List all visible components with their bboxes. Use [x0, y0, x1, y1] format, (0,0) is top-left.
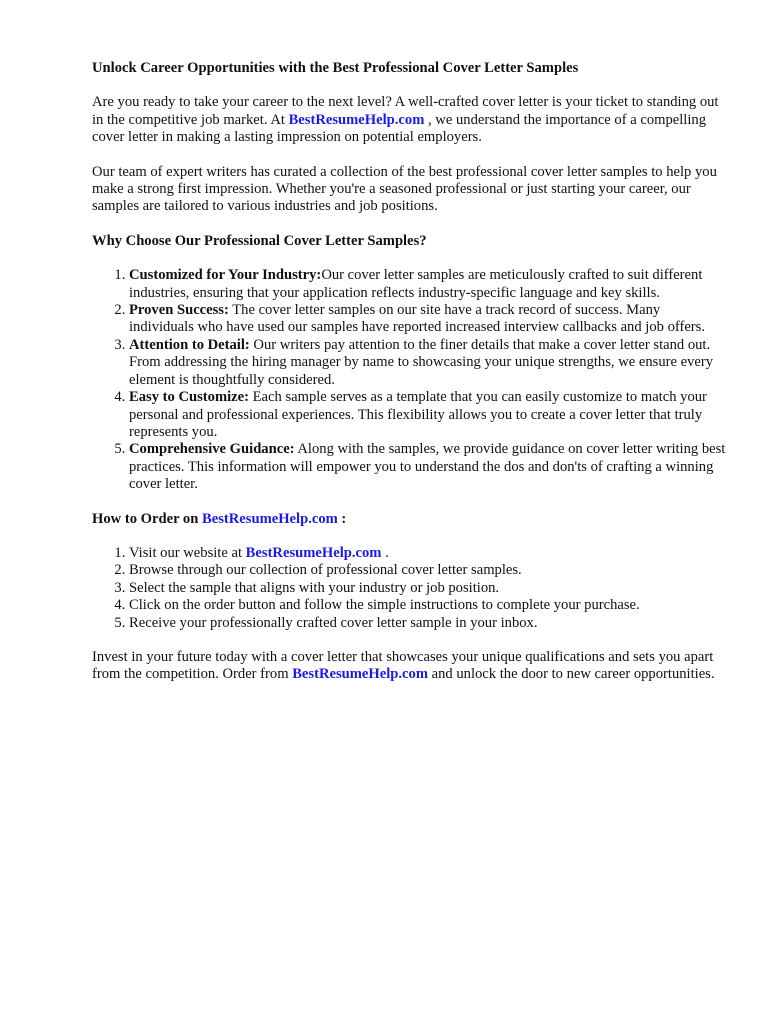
site-link-heading[interactable]: BestResumeHelp.com — [202, 510, 338, 527]
order-step-receive: 5. Receive your professionally crafted cover letter sample in your inbox. — [129, 615, 728, 632]
why-item-detail — [129, 337, 728, 389]
intro-text-end: , we understand the importance of a compelling cover letter in making a lasting impression on potential employers. — [92, 111, 707, 146]
why-item-lead: Proven Success: — [129, 302, 229, 319]
why-item-text: Along with the samples, we provide guidance on cover letter writing best practices. This information will empower you to understand the dos and don'ts of crafting a winning cover letter. — [129, 441, 726, 493]
why-item-lead: Easy to Customize: — [129, 389, 249, 406]
order-step-visit — [129, 545, 728, 562]
intro-paragraph — [92, 94, 728, 146]
why-item-text: The cover letter samples on our site have a track record of success. Many individuals who have used our samples have reported increased interview callbacks and job offers. — [129, 302, 705, 336]
why-item-industry — [129, 267, 728, 302]
order-step-select: 3. Select the sample that aligns with your industry or job position. — [129, 580, 728, 597]
closing-text-start: Invest in your future today with a cover letter that showcases your unique qualifications and sets you apart from the competition. Order from — [92, 648, 714, 683]
intro-text-start: Are you ready to take your career to the next level? A well-crafted cover letter is your ticket to standing out in the competitive job market. At — [92, 94, 719, 128]
closing-text-end: and unlock the door to new career opportunities. — [427, 666, 715, 683]
order-steps-list — [92, 545, 728, 632]
order-heading-text: How to Order on — [92, 510, 202, 527]
order-step-period: . — [381, 544, 389, 561]
why-item-success — [129, 302, 728, 337]
why-heading: Why Choose Our Professional Cover Letter Samples? — [92, 232, 427, 249]
order-step-text: Visit our website at — [129, 544, 246, 561]
order-heading-colon: : — [337, 510, 347, 527]
why-item-text: Our cover letter samples are meticulously crafted to suit different industries, ensuring that your application reflects industry-specific language and key skills. — [129, 267, 703, 301]
order-step-click: 4. Click on the order button and follow the simple instructions to complete your purchase. — [129, 597, 728, 614]
order-step-browse: 2. Browse through our collection of professional cover letter samples. — [129, 562, 728, 579]
why-item-lead: Attention to Detail: — [129, 336, 250, 353]
why-item-text: Our writers pay attention to the finer details that make a cover letter stand out. From addressing the hiring manager by name to showcasing your unique strengths, we ensure every element is thoughtfully considered. — [129, 336, 714, 388]
site-link-closing[interactable]: BestResumeHelp.com — [292, 666, 428, 683]
why-item-customize — [129, 389, 728, 441]
why-item-guidance — [129, 441, 728, 493]
why-item-lead: Comprehensive Guidance: — [129, 441, 295, 458]
site-link-intro[interactable]: BestResumeHelp.com — [288, 111, 425, 128]
site-link-step[interactable]: BestResumeHelp.com — [245, 544, 382, 561]
why-list — [92, 267, 728, 493]
document-page — [92, 60, 728, 701]
document-title: Unlock Career Opportunities with the Best Professional Cover Letter Samples — [92, 60, 579, 76]
order-heading — [92, 511, 728, 528]
closing-paragraph — [92, 649, 728, 684]
team-paragraph: Our team of expert writers has curated a collection of the best professional cover letter samples to help you make a strong first impression. Whether you're a seasoned professional or just starting your career, our samples are tailored to various industries and job positions. — [92, 163, 717, 215]
why-item-lead: Customized for Your Industry: — [129, 267, 322, 284]
why-item-text: Each sample serves as a template that you can easily customize to match your personal and professional experiences. This flexibility allows you to create a cover letter that truly represents you. — [129, 389, 707, 440]
